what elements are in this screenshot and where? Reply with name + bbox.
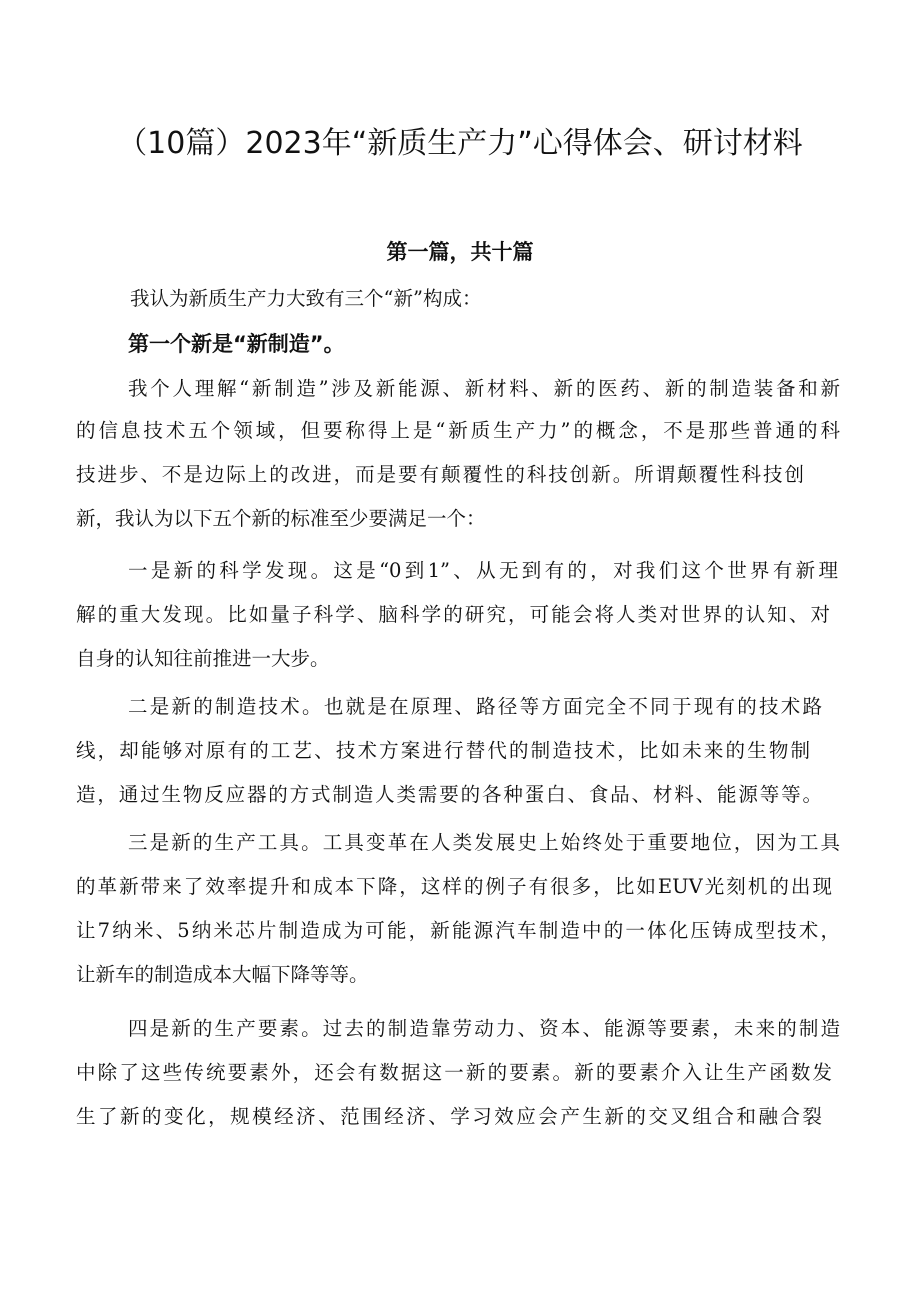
document-title: （10篇）2023年“新质生产力”心得体会、研讨材料 xyxy=(117,126,803,161)
paragraph-line: 我个人理解“新制造”涉及新能源、新材料、新的医药、新的制造装备和新 xyxy=(128,377,840,400)
paragraph-line: 让新车的制造成本大幅下降等等。 xyxy=(76,963,369,986)
subheading-first-new: 第一个新是“新制造”。 xyxy=(128,332,345,356)
paragraph-line: 解的重大发现。比如量子科学、脑科学的研究，可能会将人类对世界的认知、对 xyxy=(76,603,830,626)
paragraph-line: 自身的认知往前推进一大步。 xyxy=(76,647,330,670)
paragraph-line: 三是新的生产工具。工具变革在人类发展史上始终处于重要地位，因为工具 xyxy=(128,831,840,854)
paragraph-line: 的革新带来了效率提升和成本下降，这样的例子有很多，比如EUV光刻机的出现 xyxy=(76,875,832,898)
paragraph-line: 中除了这些传统要素外，还会有数据这一新的要素。新的要素介入让生产函数发 xyxy=(76,1061,832,1084)
paragraph-line: 二是新的制造技术。也就是在原理、路径等方面完全不同于现有的技术路 xyxy=(128,695,822,718)
paragraph-line: 生了新的变化，规模经济、范围经济、学习效应会产生新的交叉组合和融合裂 xyxy=(76,1105,822,1128)
paragraph-line: 技进步、不是边际上的改进，而是要有颠覆性的科技创新。所谓颠覆性科技创 xyxy=(76,463,804,486)
paragraph-line: 线，却能够对原有的工艺、技术方案进行替代的制造技术，比如未来的生物制 xyxy=(76,739,810,762)
paragraph-line: 我认为新质生产力大致有三个“新”构成： xyxy=(130,287,482,310)
paragraph-line: 一是新的科学发现。这是“0到1”、从无到有的，对我们这个世界有新理 xyxy=(128,559,838,582)
paragraph-line: 造，通过生物反应器的方式制造人类需要的各种蛋白、食品、材料、能源等等。 xyxy=(76,783,822,806)
paragraph-line: 的信息技术五个领域，但要称得上是“新质生产力”的概念，不是那些普通的科 xyxy=(76,419,840,442)
paragraph-line: 让7纳米、5纳米芯片制造成为可能，新能源汽车制造中的一体化压铸成型技术， xyxy=(76,919,840,942)
section-heading: 第一篇，共十篇 xyxy=(386,240,534,264)
paragraph-line: 四是新的生产要素。过去的制造靠劳动力、资本、能源等要素，未来的制造 xyxy=(128,1017,840,1040)
paragraph-line: 新，我认为以下五个新的标准至少要满足一个： xyxy=(76,507,486,530)
